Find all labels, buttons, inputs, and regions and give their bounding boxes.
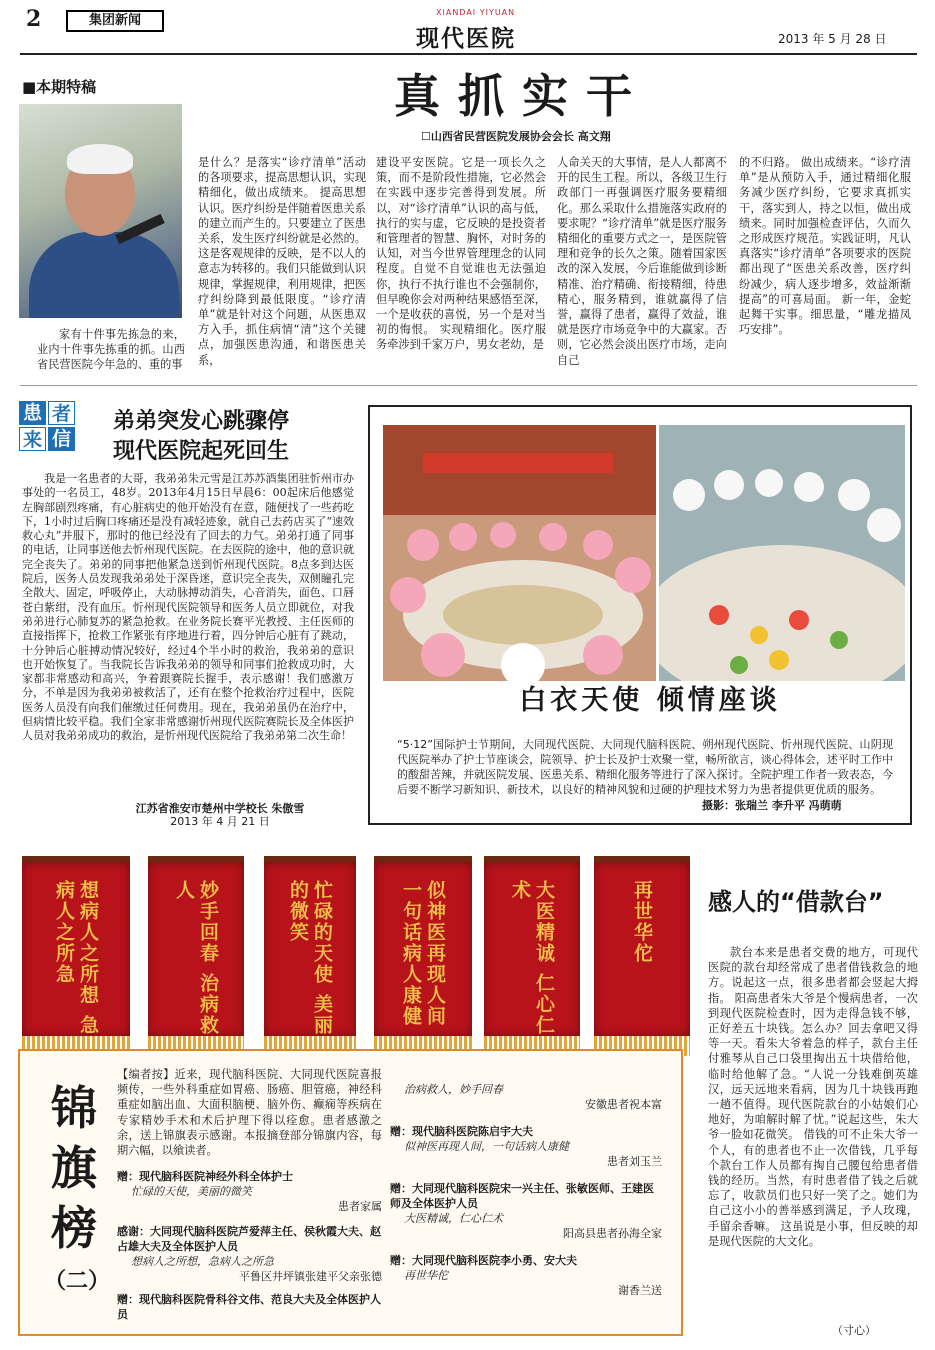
letter-title-line2: 现代医院起死回生 [113,439,290,464]
pennant-list-col-left [117,1067,382,1322]
feature-column-4: 人命关天的大事情，是人人都离不开的民生工程。所以，各级卫生行政部门一再强调医疗服务要精细化。那么采取什么措施落实政府的要求呢？“诊疗清单”就是医疗服务精细化的重要方式之一，是医院管理和竞争的长久之策。随着国家医改的深入发展，今后谁能做到诊断精准、治疗精确、衔接精细，待患精心，服务精到，谁就赢得了信誉，赢得了患者，赢得了效益，谁就是医疗市场竞争中的大赢家。否则，它必然会淡出医疗市场，走向自己 [557,156,727,367]
pennant [22,856,130,1036]
feature-column-5: 的不归路。 做出成绩来。“诊疗清单”是从预防入手，通过精细化服务减少医疗纠纷，它要求真抓实干，落实到人，持之以恒，做出成绩来。同时加强检查评估，久而久之形成医疗规范。实践证明，凡认真落实“诊疗清单”各项要求的医院都出现了“医患关系改善，医疗纠纷减少，病人逐步增多，效益渐渐提高”的可喜局面。 新一年，金蛇起舞干实事。细思量，“雕龙描凤巧安排”。 [739,156,911,337]
feature-column-1: 家有十件事先拣急的来，业内十件事先拣重的抓。山西省民营医院今年急的、重的事 [37,328,185,372]
feature-byline: ☐山西省民营医院发展协会会长 高文翔 [421,130,611,143]
pennant [374,856,472,1036]
pennant-text: 忙碌的天使 美丽的微笑 [287,880,333,1036]
pennant-entry-sign: 患者家属 [338,1200,382,1213]
loan-desk-body: 款台本来是患者交费的地方，可现代医院的款台却经常成了患者借钱救急的地方。说起这一点，很多患者都会竖起大拇指。 阳高患者朱大爷是个慢病患者，一次到现代医院检查时，因为走得急钱不够，正好差五十块钱。怎么办？回去拿吧又得等一天。看朱大爷着急的样子，款台主任付雅琴从自己口袋里掏出五十块借给他，临时给他解了急。“人说一分钱难倒英雄汉，远天远地来看病，因为几十块钱再跑一趟不值得。现代医院款台的小姑娘们心地好，为咱解时解了忧。”说起这些，朱大爷一脸如花微笑。 借钱的可不止朱大爷一个人，有的患者也不止一次借钱，几乎每个款台工作人员都有掏自己腰包给患者借钱的经历。当然，有时患者借了钱之后就忘了，收款员们也只好一笑了之。她们为自己这小小的善举感到满足，予人玫瑰，手留余香嘛。 这虽说是小事，但反映的却是现代医院的大文化。 [708,946,918,1248]
loan-desk-title: 感人的“借款台” [708,888,884,916]
badge-char: 者 [48,401,75,425]
nurses-meeting-photo-1 [383,425,656,681]
feature-column-3: 建设平安医院。它是一项长久之策，而不是阶段性措施，它必然会在实践中逐步完善得到发展。所以，对“诊疗清单”认识的高与低，执行的实与虚，它反映的是投资者和管理者的智慧、胸怀，对时务的认知，对当今世界管理理念的认同程度。自觉不自觉谁也无法强迫你，执行不执行谁也不会强制你，但早晚你会对两种结果感悟至深，一个是收获的喜悦，另一个是对当初的悔恨。 实现精细化。医疗服务牵涉到千家万户，男女老幼，是 [376,156,546,352]
pennant-list-col-right [390,1067,662,1298]
pennant-text: 想病人之所想 急病人之所急 [53,880,99,1036]
pennant-entry-sign: 阳高县患者孙海全家 [563,1227,662,1240]
photo-feature-body: “5·12”国际护士节期间，大同现代医院、大同现代脑科医院、朔州现代医院、忻州现代医院、山阴现代医院举办了护士节座谈会，院领导、护士长及护士欢聚一堂，畅所欲言，谈心得体会，述平时工作中的酸甜苦辣，并就医院发展、医患关系、精细化服务等进行了深入探讨。全院护理工作者一致表态，今后要不断学习新知识、新技术，以良好的精神风貌和过硬的护理技术努力为患者提供更优质的服务。 [397,738,893,796]
letter-title-line1: 弟弟突发心跳骤停 [113,409,290,434]
pennant-entry-sign: 安徽患者祝本富 [585,1098,662,1111]
issue-date: 2013 年 5 月 28 日 [778,32,887,46]
pennant-entry-sign: 谢香兰送 [618,1284,662,1297]
badge-char: 来 [19,427,46,451]
section-label: 集团新闻 [66,10,164,32]
pennant-entry-text: 治病救人，妙手回春 [404,1083,503,1096]
editor-note: 【编者按】近来，现代脑科医院、大同现代医院喜报频传，一些外科重症如胃癌、肠癌、胆管癌，神经科重症如脑出血、大面积脑梗、脑外伤、癫痫等疾病在专家精妙手术和术后护理下得以痊愈。患者感激之余，送上锦旗表示感谢。本报摘登部分锦旗内容，每期六幅，以飨读者。 [117,1068,382,1158]
pennant-entry-text: 大医精诚，仁心仁术 [404,1212,503,1225]
pennant-entry-head: 赠：现代脑科医院神经外科全体护士 [117,1170,293,1183]
pennant [264,856,356,1036]
pennant-entry-head: 感谢：大同现代脑科医院芦爱萍主任、侯秋霞大夫、赵占雄大夫及全体医护人员 [117,1225,381,1253]
feature-label: ■本期特稿 [22,78,97,96]
pennant-text: 妙手回春 治病救人 [173,880,219,1036]
pennant-entry-head: 赠：大同现代脑科医院李小勇、安大夫 [390,1254,577,1267]
header-divider [20,53,917,55]
pennant-entry-text: 忙碌的天使，美丽的微笑 [131,1185,252,1198]
pennant-text: 大医精诚 仁心仁术 [509,880,555,1036]
badge-char: 患 [19,401,46,425]
patient-letter-badge [19,401,77,451]
masthead-english: XIANDAI YIYUAN [436,8,516,17]
pennant-entry-text: 想病人之所想，急病人之所急 [131,1255,274,1268]
feature-title: 真抓实干 [394,69,650,123]
page-number: 2 [26,6,42,32]
loan-desk-signature: （寸心） [832,1324,876,1337]
author-photo [19,104,182,318]
pennant-entry-head: 赠：大同现代脑科医院宋一兴主任、张敏医师、王建医师及全体医护人员 [390,1182,654,1210]
pennant [148,856,244,1036]
pennant-list-title: 锦 旗 榜 [51,1081,97,1255]
pennant [594,856,690,1036]
photo-credit: 摄影：张瑞兰 李升平 冯萌萌 [702,799,842,812]
nurses-meeting-photo-2 [659,425,905,681]
pennant [484,856,580,1036]
badge-char: 信 [48,427,75,451]
pennant-text: 似神医再现人间 一句话病人康健 [400,880,446,1027]
pennant-list-subtitle: （二） [44,1269,111,1294]
letter-body: 我是一名患者的大哥，我弟弟朱元雪是江苏苏酒集团驻忻州市办事处的一名员工，48岁。2013年4月15日早晨6：00起床后他感觉左胸部剧烈疼痛，有心脏病史的他开始没有在意，随便找了一些药吃下，1小时过后胸口疼痛还是没有减轻迹象，就自己去药店买了“速效救心丸”并服下，那时的他已经没有了回去的力气。弟弟打通了同事的电话，让同事送他去忻州现代医院。在去医院的途中，他的意识就完全丧失了。弟弟的同事把他紧急送到忻州现代医院。8点多到达医院后，医务人员发现我弟弟处于深昏迷，意识完全丧失，双侧瞳孔完全散大、固定，呼吸停止，大动脉搏动消失，心音消失，面色、口唇苍白紫绀，没有血压。忻州现代医院领导和医务人员立即就位，对我弟弟进行心肺复苏的紧急抢救。在业务院长赛平光教授、主任医师的直接指挥下，抢救工作紧张有序地进行着，四分钟后心脏有了跳动，十分钟后心脏搏动情况较好，经过4个半小时的救治，我弟弟的意识也开始恢复了。当我院长告诉我弟弟的领导和同事们抢救成功时，大家都非常感动和高兴，争着跟赛院长握手，表示感谢！我们感激万分，不单是因为我弟弟被救活了，还有在整个抢救治疗过程中，医院医务人员没有向我们催缴过任何费用。现在，我弟弟虽仍在治疗中，但病情比较平稳。我们全家非常感谢忻州现代医院赛院长及全体医护人员对我弟弟成功的救治，是忻州现代医院给了我弟弟第二次生命！ [22,472,354,743]
pennant-text: 再世华佗 [631,880,653,964]
pennant-entry-text: 似神医再现人间，一句话病人康健 [404,1140,569,1153]
masthead-title: 现代医院 [416,25,516,52]
photo-feature-caption: 白衣天使 倾情座谈 [519,685,781,716]
pennant-entry-sign: 患者刘玉兰 [607,1155,662,1168]
letter-signature: 江苏省淮安市楚州中学校长 朱傲雪 [135,802,305,815]
pennant-entry-text: 再世华佗 [404,1269,448,1282]
feature-column-2: 是什么？是落实“诊疗清单”活动的各项要求，提高思想认识，实现精细化，做出成绩来。 提高思想认识。医疗纠纷是伴随着医患关系的建立而产生的。只要建立了医患关系，发生医疗纠纷就是必然的。这是客观规律的反映，是不以人的意志为转移的。我们只能做到认识规律，掌握规律，利用规律，把医疗纠纷降到最低限度。“诊疗清单”就是针对这个问题，从医患双方入手，抓住病情“清”这个关键点，加强医患沟通，和谐医患关系， [198,156,366,367]
section-divider [20,385,917,386]
letter-date: 2013 年 4 月 21 日 [170,815,270,828]
pennant-entry-sign: 平鲁区井坪镇张建平父亲张德 [239,1270,382,1283]
pennant-entry-head: 赠：现代脑科医院骨科谷文伟、范良大夫及全体医护人员 [117,1293,381,1321]
pennant-entry-head: 赠：现代脑科医院陈启宇大夫 [390,1125,533,1138]
